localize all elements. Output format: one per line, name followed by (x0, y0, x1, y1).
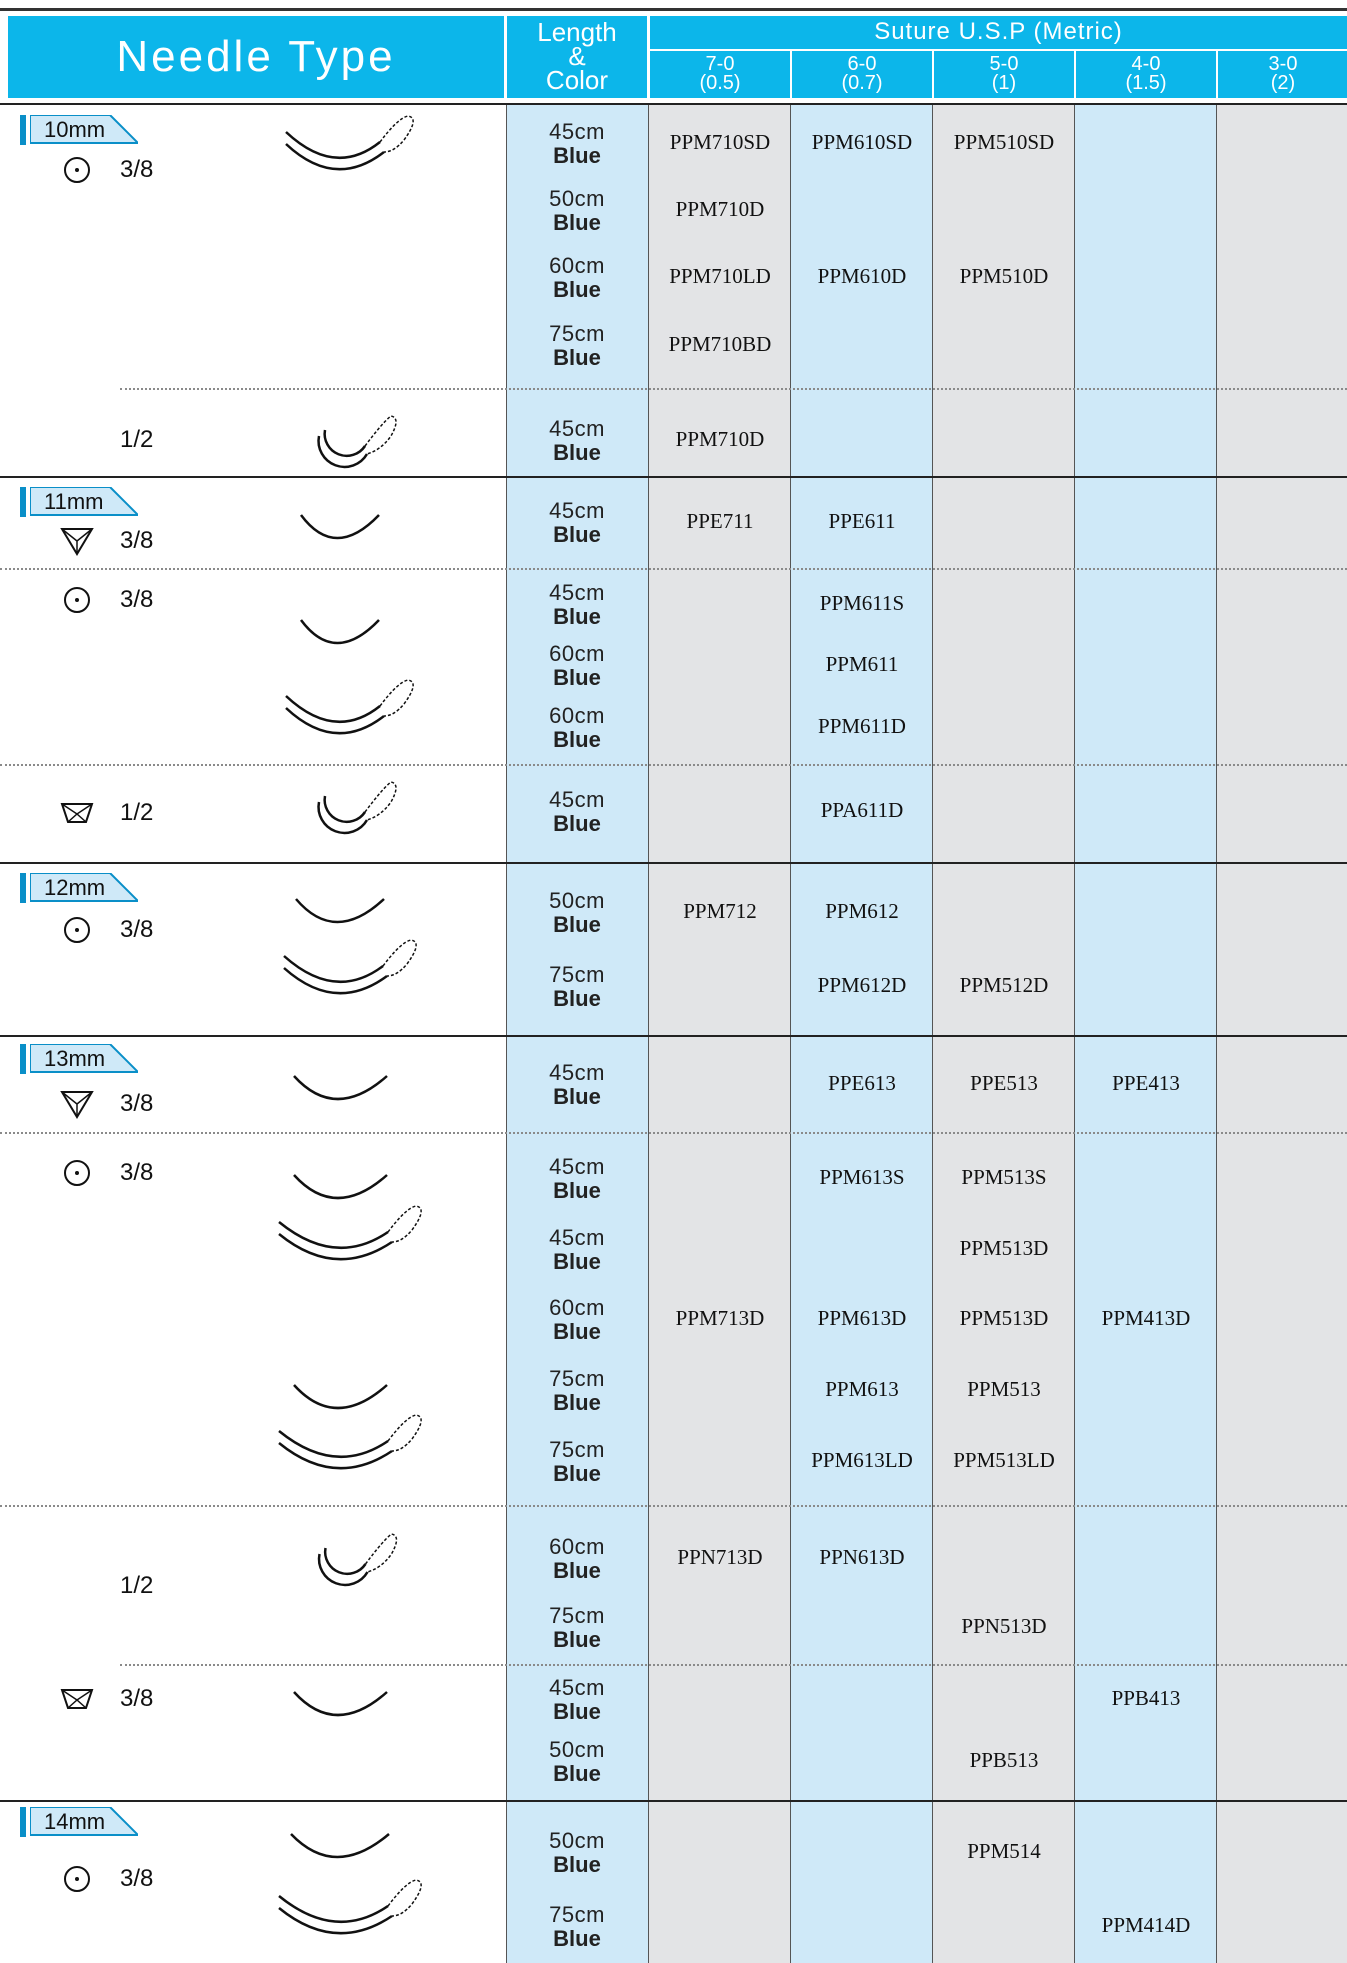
suture-color: Blue (553, 1852, 601, 1877)
length-color-cell (506, 1296, 648, 1344)
product-code[interactable]: PPE613 (828, 1071, 896, 1095)
size-tag-bar (20, 115, 26, 145)
usp-size-label: 6-0 (847, 53, 877, 75)
suture-color: Blue (553, 1461, 601, 1486)
group-rule (0, 103, 1347, 105)
suture-length: 45cm (549, 1225, 605, 1250)
product-code[interactable]: PPM414D (1101, 1913, 1191, 1937)
length-color-cell (506, 499, 648, 547)
size-tag-bar (20, 1044, 26, 1074)
swaged-needle-icon (273, 1878, 438, 1955)
swaged-needle-icon (273, 1204, 438, 1281)
row-separator (120, 388, 1347, 390)
suture-length: 75cm (549, 321, 605, 346)
suture-length: 60cm (549, 641, 605, 666)
needle-curvature: 3/8 (120, 916, 154, 943)
suture-length: 60cm (549, 1534, 605, 1559)
suture-length: 45cm (549, 1675, 605, 1700)
round-body-icon (60, 1864, 94, 1894)
row-separator (0, 764, 1347, 766)
product-code[interactable]: PPM513LD (953, 1448, 1055, 1472)
product-code[interactable]: PPE413 (1112, 1071, 1180, 1095)
product-code[interactable]: PPM613 (825, 1377, 899, 1401)
usp-metric-label: (1) (991, 72, 1017, 94)
product-code[interactable]: PPM510D (959, 264, 1049, 288)
suture-length: 45cm (549, 787, 605, 812)
suture-color: Blue (553, 440, 601, 465)
length-color-cell (506, 322, 648, 370)
product-code[interactable]: PPA611D (820, 798, 904, 822)
suture-color: Blue (553, 986, 601, 1011)
suture-color: Blue (553, 210, 601, 235)
suture-length: 50cm (549, 888, 605, 913)
length-color-cell (506, 1829, 648, 1877)
suture-length: 50cm (549, 186, 605, 211)
needle-icon (288, 1066, 423, 1121)
length-color-cell (506, 1676, 648, 1724)
product-code[interactable]: PPE611 (828, 509, 896, 533)
product-code[interactable]: PPM710D (675, 427, 765, 451)
usp-metric-label: (2) (1270, 72, 1296, 94)
row-separator (0, 1505, 1347, 1507)
length-color-header (507, 16, 647, 98)
suture-usp-title: Suture U.S.P (Metric) (874, 18, 1123, 45)
suture-length: 45cm (549, 1060, 605, 1085)
suture-color: Blue (553, 1627, 601, 1652)
needle-curvature: 3/8 (120, 1865, 154, 1892)
spatula-icon (60, 1684, 94, 1714)
round-body-icon (60, 915, 94, 945)
length-label: Length (537, 17, 617, 47)
size-tag-bar (20, 487, 26, 517)
suture-color: Blue (553, 1178, 601, 1203)
product-code[interactable]: PPM514 (967, 1839, 1041, 1863)
round-body-icon (60, 155, 94, 185)
column-bg-5-0 (933, 103, 1075, 1963)
length-color-cell (506, 254, 648, 302)
size-tag-bar (20, 1807, 26, 1837)
suture-length: 75cm (549, 1902, 605, 1927)
usp-metric-label: (0.7) (841, 72, 883, 94)
suture-length: 75cm (549, 1603, 605, 1628)
suture-length: 75cm (549, 962, 605, 987)
suture-color: Blue (553, 1558, 601, 1583)
suture-color: Blue (553, 143, 601, 168)
usp-size-header (934, 51, 1074, 98)
suture-length: 50cm (549, 1737, 605, 1762)
needle-icon (295, 610, 415, 665)
swaged-needle-icon (293, 1530, 418, 1605)
product-code[interactable]: PPB413 (1111, 1686, 1181, 1710)
length-color-cell (506, 1155, 648, 1203)
round-body-icon (60, 1158, 94, 1188)
suture-length: 50cm (549, 1828, 605, 1853)
ampersand-label: & (568, 41, 586, 71)
suture-length: 60cm (549, 1295, 605, 1320)
product-code[interactable]: PPN613D (819, 1545, 905, 1569)
round-body-icon (60, 585, 94, 615)
length-color-cell (506, 1903, 648, 1951)
suture-length: 60cm (549, 703, 605, 728)
needle-icon (288, 1682, 423, 1737)
product-code[interactable]: PPM513D (959, 1306, 1049, 1330)
suture-color: Blue (553, 345, 601, 370)
group-rule (0, 476, 1347, 478)
suture-color: Blue (553, 604, 601, 629)
color-label: Color (545, 65, 609, 95)
needle-size-tag (20, 487, 138, 517)
column-bg-4-0 (1075, 103, 1217, 1963)
needle-size-label: 10mm (44, 117, 106, 142)
product-code[interactable]: PPM611 (825, 652, 899, 676)
swaged-needle-icon (295, 778, 415, 853)
product-code[interactable]: PPM613S (819, 1165, 905, 1189)
divider (648, 103, 649, 1963)
usp-metric-label: (0.5) (699, 72, 741, 94)
group-rule (0, 1035, 1347, 1037)
needle-size-tag (20, 873, 138, 903)
row-separator (120, 1664, 1347, 1666)
divider (790, 103, 791, 1963)
swaged-needle-icon (278, 938, 433, 1015)
needle-curvature: 1/2 (120, 1572, 154, 1599)
length-color-cell (506, 120, 648, 168)
needle-size-tag (20, 115, 138, 145)
suture-color: Blue (553, 1390, 601, 1415)
suture-length: 75cm (549, 1437, 605, 1462)
suture-color: Blue (553, 1761, 601, 1786)
needle-icon (285, 1824, 425, 1879)
row-separator (0, 1132, 1347, 1134)
length-color-cell (506, 1535, 648, 1583)
cutting-icon (60, 526, 94, 556)
needle-curvature: 3/8 (120, 156, 154, 183)
needle-icon (290, 889, 420, 944)
suture-usp-header (650, 16, 1347, 49)
needle-curvature: 3/8 (120, 1685, 154, 1712)
row-separator (0, 568, 1347, 570)
divider (932, 103, 933, 1963)
product-code[interactable]: PPM510SD (953, 130, 1055, 154)
product-code[interactable]: PPM513D (959, 1236, 1049, 1260)
suture-color: Blue (553, 665, 601, 690)
suture-color: Blue (553, 522, 601, 547)
product-code[interactable]: PPM413D (1101, 1306, 1191, 1330)
needle-type-title: Needle Type (116, 32, 396, 81)
usp-size-label: 7-0 (705, 53, 735, 75)
length-color-cell (506, 889, 648, 937)
top-rule (0, 8, 1347, 11)
product-code[interactable]: PPM611D (818, 714, 906, 738)
length-color-cell (506, 1738, 648, 1786)
product-code[interactable]: PPM713D (675, 1306, 765, 1330)
product-code[interactable]: PPM512D (959, 973, 1049, 997)
column-bg-6-0 (791, 103, 933, 1963)
product-code[interactable]: PPM712 (683, 899, 757, 923)
product-code[interactable]: PPN713D (677, 1545, 763, 1569)
length-color-cell (506, 1367, 648, 1415)
product-code[interactable]: PPM710D (675, 197, 765, 221)
needle-size-label: 11mm (44, 489, 104, 514)
suture-color: Blue (553, 277, 601, 302)
product-code[interactable]: PPE711 (686, 509, 754, 533)
length-color-cell (506, 1061, 648, 1109)
length-color-cell (506, 187, 648, 235)
product-code[interactable]: PPM613D (817, 1306, 907, 1330)
suture-length: 45cm (549, 416, 605, 441)
length-color-cell (506, 1226, 648, 1274)
product-code[interactable]: PPM610D (817, 264, 907, 288)
length-color-cell (506, 704, 648, 752)
length-color-cell (506, 1604, 648, 1652)
suture-length: 45cm (549, 498, 605, 523)
needle-curvature: 3/8 (120, 1159, 154, 1186)
suture-color: Blue (553, 1699, 601, 1724)
product-code[interactable]: PPM613LD (811, 1448, 913, 1472)
column-bg-3-0 (1217, 103, 1347, 1963)
suture-color: Blue (553, 912, 601, 937)
suture-color: Blue (553, 811, 601, 836)
column-bg-7-0 (649, 103, 791, 1963)
length-color-cell (506, 963, 648, 1011)
product-code[interactable]: PPM612D (817, 973, 907, 997)
product-code[interactable]: PPN513D (961, 1614, 1047, 1638)
needle-curvature: 3/8 (120, 527, 154, 554)
swaged-needle-icon (280, 678, 430, 755)
product-code[interactable]: PPE513 (970, 1071, 1038, 1095)
suture-length: 45cm (549, 1154, 605, 1179)
needle-size-label: 14mm (44, 1809, 106, 1834)
length-color-cell (506, 581, 648, 629)
divider (1216, 103, 1217, 1963)
size-tag-bar (20, 873, 26, 903)
suture-color: Blue (553, 1084, 601, 1109)
spatula-icon (60, 798, 94, 828)
cutting-icon (60, 1089, 94, 1119)
product-code[interactable]: PPB513 (969, 1748, 1039, 1772)
product-code[interactable]: PPM611S (819, 591, 905, 615)
needle-curvature: 3/8 (120, 586, 154, 613)
swaged-needle-icon (280, 114, 430, 191)
group-rule (0, 1800, 1347, 1802)
length-color-cell (506, 417, 648, 465)
needle-curvature: 1/2 (120, 426, 154, 453)
product-code[interactable]: PPM513 (967, 1377, 1041, 1401)
product-code[interactable]: PPM710SD (669, 130, 771, 154)
suture-color: Blue (553, 1319, 601, 1344)
suture-color: Blue (553, 727, 601, 752)
suture-length: 75cm (549, 1366, 605, 1391)
suture-length: 45cm (549, 580, 605, 605)
usp-size-header (1076, 51, 1216, 98)
usp-size-label: 4-0 (1131, 53, 1161, 75)
usp-metric-label: (1.5) (1125, 72, 1167, 94)
swaged-needle-icon (273, 1413, 438, 1490)
group-rule (0, 862, 1347, 864)
product-code[interactable]: PPM513S (961, 1165, 1047, 1189)
length-color-cell (506, 788, 648, 836)
suture-length: 45cm (549, 119, 605, 144)
needle-type-header (8, 16, 504, 98)
suture-color: Blue (553, 1249, 601, 1274)
suture-length: 60cm (549, 253, 605, 278)
usp-size-label: 3-0 (1268, 53, 1298, 75)
product-code[interactable]: PPM710LD (669, 264, 771, 288)
usp-size-label: 5-0 (989, 53, 1019, 75)
product-code[interactable]: PPM710BD (668, 332, 772, 356)
needle-size-tag (20, 1044, 138, 1074)
needle-size-label: 12mm (44, 875, 106, 900)
product-code[interactable]: PPM610SD (811, 130, 913, 154)
length-color-cell (506, 642, 648, 690)
needle-size-tag (20, 1807, 138, 1837)
needle-curvature: 3/8 (120, 1090, 154, 1117)
product-code[interactable]: PPM612 (825, 899, 899, 923)
needle-icon (295, 505, 415, 560)
needle-curvature: 1/2 (120, 799, 154, 826)
length-color-cell (506, 1438, 648, 1486)
suture-color: Blue (553, 1926, 601, 1951)
usp-size-header (1218, 51, 1347, 98)
divider (1074, 103, 1075, 1963)
usp-size-header (650, 51, 790, 98)
needle-size-label: 13mm (44, 1046, 106, 1071)
usp-size-header (792, 51, 932, 98)
